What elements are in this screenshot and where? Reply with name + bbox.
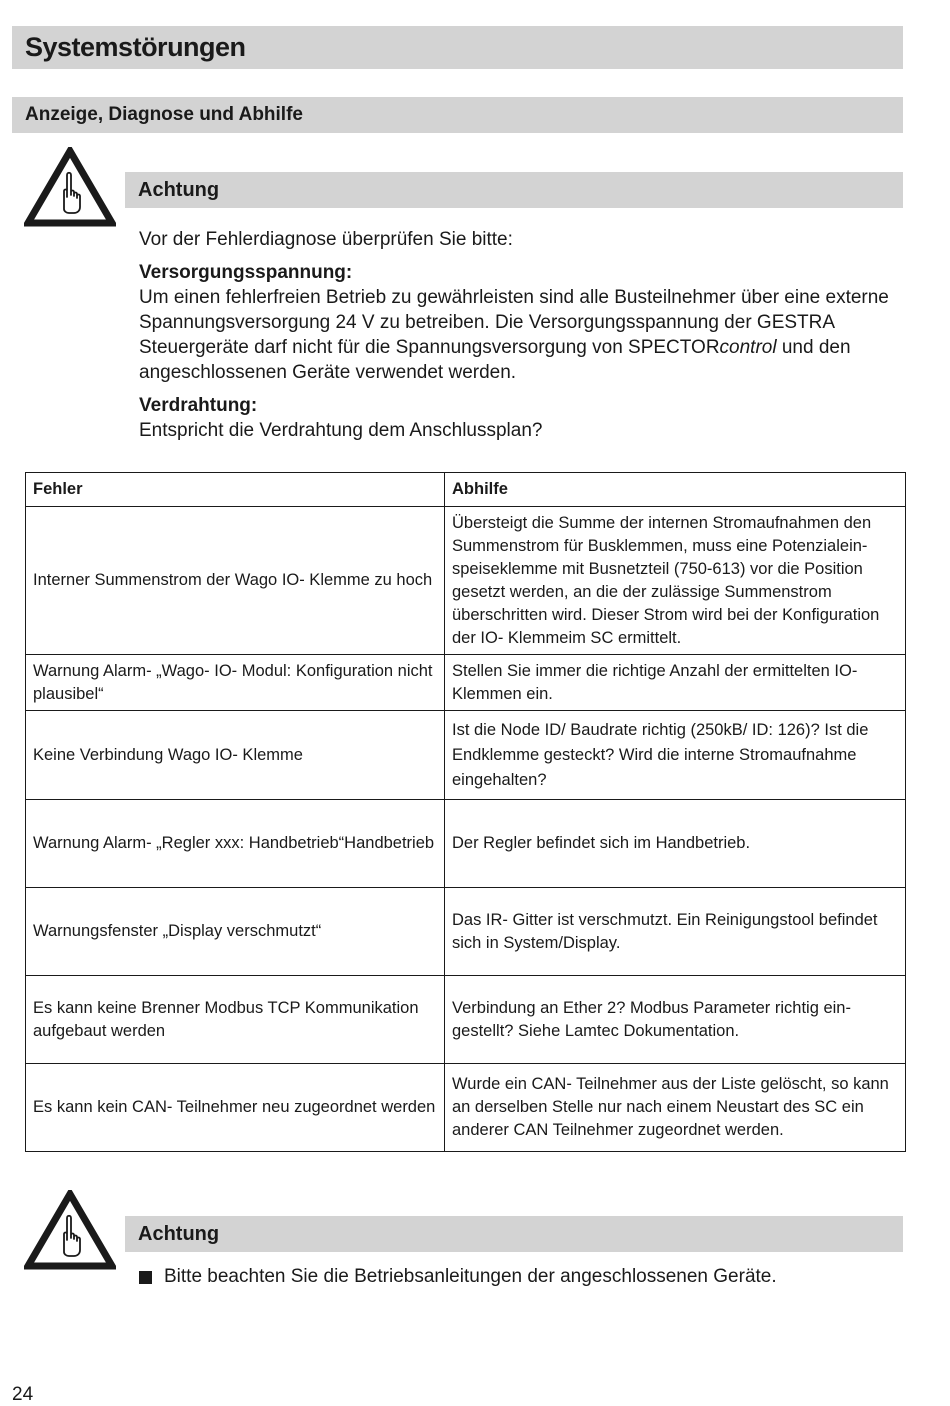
section-heading: [12, 97, 903, 133]
warning-label: [125, 172, 903, 208]
warning-label-text: Achtung: [138, 178, 220, 201]
hand-warning-icon: [24, 1190, 116, 1270]
abhilfe-cell: Stellen Sie immer die richtige Anzahl der ermittelten IO- Klemmen ein.: [445, 655, 906, 711]
fehler-cell: Keine Verbindung Wago IO- Klemme: [26, 711, 445, 800]
wiring-text: Entspricht die Verdrahtung dem Anschlussplan?: [139, 420, 543, 441]
fault-table: [25, 472, 906, 1152]
abhilfe-cell: Verbindung an Ether 2? Modbus Parameter richtig ein-gestellt? Siehe Lamtec Dokumentation.: [445, 976, 906, 1064]
table-row: [26, 888, 906, 976]
page-title-text: Systemstörungen: [25, 32, 246, 62]
abhilfe-cell: Das IR- Gitter ist verschmutzt. Ein Reinigungstool befindet sich in System/Display.: [445, 888, 906, 976]
table-row: [26, 507, 906, 655]
fehler-cell: Warnungsfenster „Display verschmutzt“: [26, 888, 445, 976]
header-abhilfe: Abhilfe: [445, 473, 906, 507]
diagnosis-notes: [139, 227, 899, 443]
hand-warning-icon: [24, 147, 116, 227]
table-header-row: [26, 473, 906, 507]
table-row: [26, 976, 906, 1064]
wiring-heading: Verdrahtung:: [139, 395, 258, 416]
page-title: [12, 26, 903, 69]
fehler-cell: Warnung Alarm- „Wago- IO- Modul: Konfiguration nicht plausibel“: [26, 655, 445, 711]
instruction-text: Bitte beachten Sie die Betriebsanleitungen der angeschlossenen Geräte.: [164, 1266, 777, 1287]
table-row: [26, 655, 906, 711]
header-fehler: Fehler: [26, 473, 445, 507]
table-row: [26, 711, 906, 800]
supply-text-italic: control: [719, 337, 777, 358]
fehler-cell: Es kann kein CAN- Teilnehmer neu zugeordnet werden: [26, 1064, 445, 1152]
supply-text-part1: Um einen fehlerfreien Betrieb zu gewährleisten sind alle Busteilnehmer über eine externe Spannungsversorgung 24 V zu betreiben. Die Versorgungsspannung der GESTRA Steuergeräte darf nicht für die Spannungsversorgung von SPECTOR: [139, 287, 889, 358]
square-bullet-icon: [139, 1271, 152, 1284]
supply-heading: Versorgungsspannung:: [139, 262, 353, 283]
instruction-bullet: [139, 1266, 777, 1288]
abhilfe-cell: Der Regler befindet sich im Handbetrieb.: [445, 800, 906, 888]
section-heading-text: Anzeige, Diagnose und Abhilfe: [25, 104, 303, 125]
supply-text-part2: und den angeschlossenen Geräte verwendet werden.: [139, 337, 851, 383]
page-number: 24: [12, 1384, 34, 1405]
fehler-cell: Es kann keine Brenner Modbus TCP Kommunikation aufgebaut werden: [26, 976, 445, 1064]
fehler-cell: Warnung Alarm- „Regler xxx: Handbetrieb“Handbetrieb: [26, 800, 445, 888]
abhilfe-cell: Übersteigt die Summe der internen Stromaufnahmen den Summenstrom für Busklemmen, muss eine Potenzialein-speiseklemme mit Busnetzteil (750-613) vor die Position gesetzt werden, an die der zulässige Summenstrom überschritten wird. Dieser Strom wird bei der Konfiguration der IO- Klemmeim SC ermittelt.: [445, 507, 906, 655]
warning-label-text: Achtung: [138, 1222, 220, 1245]
fehler-cell: Interner Summenstrom der Wago IO- Klemme zu hoch: [26, 507, 445, 655]
diagnosis-intro: Vor der Fehlerdiagnose überprüfen Sie bitte:: [139, 229, 513, 250]
warning-label: [125, 1216, 903, 1252]
table-row: [26, 1064, 906, 1152]
supply-text: [139, 285, 899, 385]
abhilfe-cell: Ist die Node ID/ Baudrate richtig (250kB/ ID: 126)? Ist die Endklemme gesteckt? Wird die interne Stromaufnahme eingehalten?: [445, 711, 906, 800]
abhilfe-cell: Wurde ein CAN- Teilnehmer aus der Liste gelöscht, so kann an derselben Stelle nur nach einem Neustart des SC ein anderer CAN Teilnehmer zugeordnet werden.: [445, 1064, 906, 1152]
table-row: [26, 800, 906, 888]
